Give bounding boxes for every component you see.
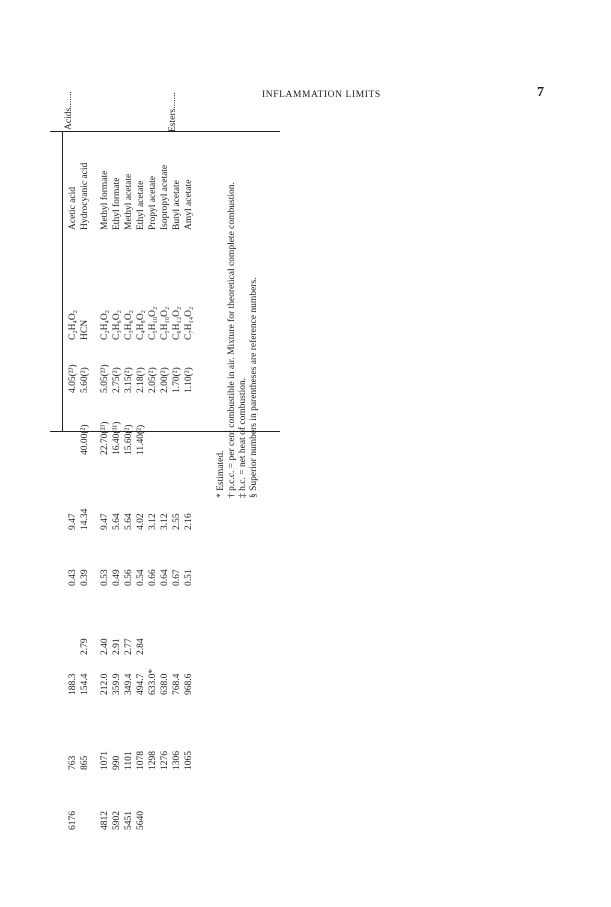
cell-pce: 5.64 bbox=[124, 513, 134, 530]
cell-lower: 1.70(²) bbox=[172, 367, 182, 393]
cell-c6: 188.3 bbox=[68, 673, 78, 695]
cell-name: Propyl acetate bbox=[148, 175, 158, 230]
cell-formula: C₅H₁₀O₂ bbox=[148, 306, 158, 340]
cell-lower: 2.05(²) bbox=[148, 367, 158, 393]
cell-c7: 865 bbox=[80, 755, 90, 770]
page-number: 7 bbox=[537, 85, 544, 100]
cell-pce: 9.47 bbox=[100, 513, 110, 530]
cell-upper: 40.00(²) bbox=[80, 424, 90, 455]
cell-formula: C₄H₈O₂ bbox=[136, 310, 146, 340]
cell-c5: 2.91 bbox=[112, 638, 122, 655]
footnote: § Superior numbers in parentheses are reference numbers. bbox=[249, 277, 259, 498]
cell-name: Hydrocyanic acid bbox=[80, 162, 90, 230]
cell-pce: 14.34 bbox=[80, 508, 90, 530]
cell-c7: 1276 bbox=[160, 751, 170, 770]
cell-pce: 3.12 bbox=[160, 513, 170, 530]
cell-lower: 5.05(²³) bbox=[100, 364, 110, 393]
cell-name: Ethyl formate bbox=[112, 177, 122, 230]
cell-c6: 359.9 bbox=[112, 673, 122, 695]
cell-lower: 5.60(²) bbox=[80, 367, 90, 393]
cell-formula: C₂H₄O₂ bbox=[100, 310, 110, 340]
cell-pce: 2.55 bbox=[172, 513, 182, 530]
cell-formula: C₂H₄O₂ bbox=[68, 310, 78, 340]
cell-c7: 1078 bbox=[136, 751, 146, 770]
cell-lower: 2.00(²) bbox=[160, 367, 170, 393]
cell-c7: 763 bbox=[68, 755, 78, 770]
cell-c7: 990 bbox=[112, 755, 122, 770]
cell-ratio: 0.53 bbox=[100, 569, 110, 586]
cell-c6: 212.0 bbox=[100, 673, 110, 695]
cell-lower: 4.05(²³) bbox=[68, 364, 78, 393]
cell-c6: 494.7 bbox=[136, 673, 146, 695]
cell-ratio: 0.56 bbox=[124, 569, 134, 586]
cell-ratio: 0.67 bbox=[172, 569, 182, 586]
cell-c6: 638.0 bbox=[160, 673, 170, 695]
footnote: ‡ h.c. = net heat of combustion. bbox=[238, 377, 248, 498]
cell-name: Isopropyl acetate bbox=[160, 164, 170, 230]
cell-name: Methyl formate bbox=[100, 170, 110, 230]
cell-c8: 5640 bbox=[136, 811, 146, 830]
cell-c6: 968.6 bbox=[184, 673, 194, 695]
cell-ratio: 0.49 bbox=[112, 569, 122, 586]
cell-lower: 2.18(¹) bbox=[136, 367, 146, 393]
cell-ratio: 0.51 bbox=[184, 569, 194, 586]
cell-lower: 3.15(²) bbox=[124, 367, 134, 393]
cell-c8: 6176 bbox=[68, 811, 78, 830]
cell-pce: 9.47 bbox=[68, 513, 78, 530]
column-rule bbox=[62, 132, 63, 432]
cell-upper: 15.60(²) bbox=[124, 424, 134, 455]
cell-lower: 1.10(²) bbox=[184, 367, 194, 393]
cell-ratio: 0.39 bbox=[80, 569, 90, 586]
cell-c5: 2.84 bbox=[136, 638, 146, 655]
cell-pce: 3.12 bbox=[148, 513, 158, 530]
cell-ratio: 0.54 bbox=[136, 569, 146, 586]
cell-c5: 2.77 bbox=[124, 638, 134, 655]
cell-ratio: 0.66 bbox=[148, 569, 158, 586]
cell-c7: 1101 bbox=[124, 751, 134, 770]
cell-ratio: 0.64 bbox=[160, 569, 170, 586]
cell-name: Butyl acetate bbox=[172, 180, 182, 230]
running-title: INFLAMMATION LIMITS bbox=[262, 90, 381, 100]
footnote: * Estimated. bbox=[216, 450, 226, 498]
cell-c6: 768.4 bbox=[172, 673, 182, 695]
group-label-esters: Esters....... bbox=[168, 92, 178, 132]
cell-c7: 1065 bbox=[184, 751, 194, 770]
cell-formula: C₃H₆O₂ bbox=[112, 310, 122, 340]
cell-c7: 1298 bbox=[148, 751, 158, 770]
cell-upper: 16.40(³¹) bbox=[112, 421, 122, 455]
cell-c8: 5902 bbox=[112, 811, 122, 830]
cell-name: Acetic acid bbox=[68, 187, 78, 230]
cell-c7: 1071 bbox=[100, 751, 110, 770]
cell-ratio: 0.43 bbox=[68, 569, 78, 586]
cell-upper: 11.40(²) bbox=[136, 424, 146, 455]
cell-c5: 2.40 bbox=[100, 638, 110, 655]
footnote: † p.c.c. = per cent combustible in air. Mixture for theoretical complete combustion. bbox=[227, 182, 237, 498]
cell-pce: 5.64 bbox=[112, 513, 122, 530]
cell-formula: HCN bbox=[80, 319, 90, 340]
cell-formula: C₆H₁₂O₂ bbox=[172, 306, 182, 340]
group-label-acids: Acids....... bbox=[64, 91, 74, 130]
cell-lower: 2.75(²) bbox=[112, 367, 122, 393]
cell-formula: C₅H₁₀O₂ bbox=[160, 306, 170, 340]
cell-name: Ethyl acetate bbox=[136, 180, 146, 230]
cell-c8: 4812 bbox=[100, 811, 110, 830]
cell-name: Amyl acetate bbox=[184, 179, 194, 230]
cell-c7: 1306 bbox=[172, 751, 182, 770]
cell-c6: 633.0* bbox=[148, 668, 158, 695]
cell-formula: C₇H₁₄O₂ bbox=[184, 306, 194, 340]
cell-formula: C₃H₆O₂ bbox=[124, 310, 134, 340]
cell-c8: 5451 bbox=[124, 811, 134, 830]
cell-pce: 2.16 bbox=[184, 513, 194, 530]
cell-name: Methyl acetate bbox=[124, 173, 134, 230]
rotated-table bbox=[50, 60, 280, 830]
table-top-rule bbox=[50, 131, 280, 132]
cell-c5: 2.79 bbox=[80, 638, 90, 655]
cell-pce: 4.02 bbox=[136, 513, 146, 530]
cell-c6: 154.4 bbox=[80, 673, 90, 695]
cell-upper: 22.70(²³) bbox=[100, 421, 110, 455]
cell-c6: 349.4 bbox=[124, 673, 134, 695]
